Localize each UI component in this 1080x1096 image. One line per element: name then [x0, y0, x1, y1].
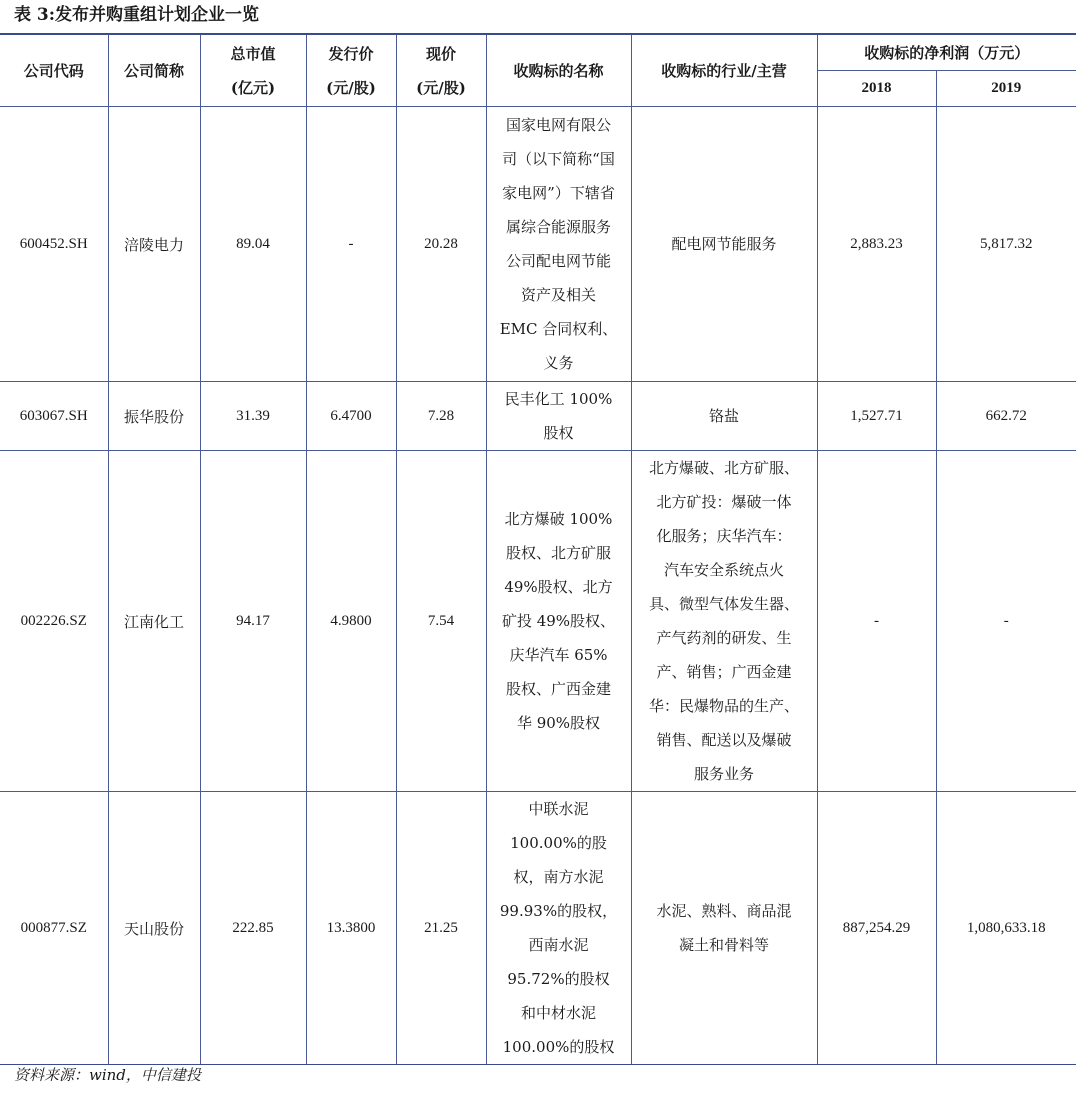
- target-industry-cell-line: 销售、配送以及爆破: [656, 731, 792, 749]
- source-note: 资料来源：wind，中信建投: [14, 1066, 201, 1084]
- target-name-cell-line: 华 90%股权: [516, 714, 601, 732]
- market-cap-cell: 222.85: [200, 792, 306, 1065]
- target-industry-cell-line: 北方爆破、北方矿服、: [648, 459, 799, 477]
- header-issue-price: 发行价 (元/股): [306, 34, 396, 107]
- target-industry-cell-line: 具、微型气体发生器、: [648, 595, 799, 613]
- target-industry-cell-line: 产气药剂的研发、生: [656, 629, 792, 647]
- target-name-cell: [486, 451, 631, 792]
- target-name-cell-line: 矿投 49%股权、: [501, 612, 616, 630]
- company-code-cell: 002226.SZ: [0, 451, 108, 792]
- header-current-price: 现价 (元/股): [396, 34, 486, 107]
- target-name-cell-line: 家电网”）下辖省: [502, 184, 615, 202]
- merger-plan-table: [0, 33, 1076, 1065]
- target-name-cell-line: 国家电网有限公: [505, 116, 611, 134]
- net-profit-2019-cell: 5,817.32: [936, 107, 1076, 382]
- target-name-cell-line: 资产及相关: [520, 286, 596, 304]
- issue-price-cell: 4.9800: [306, 451, 396, 792]
- header-market-cap: 总市值 (亿元): [200, 34, 306, 107]
- target-name-cell-line: 庆华汽车 65%: [509, 646, 608, 664]
- target-name-cell-line: 100.00%的股权: [502, 1038, 615, 1056]
- target-name-cell-line: EMC 合同权利、: [499, 320, 618, 338]
- target-name-cell-line: 和中材水泥: [520, 1004, 596, 1022]
- table-title: 表 3:发布并购重组计划企业一览: [14, 5, 260, 25]
- company-name-cell: 振华股份: [108, 382, 200, 451]
- net-profit-2019-cell: 1,080,633.18: [936, 792, 1076, 1065]
- company-name-cell: 涪陵电力: [108, 107, 200, 382]
- target-name-cell-line: 股权、广西金建: [505, 680, 611, 698]
- target-name-cell-line: 95.72%的股权: [507, 970, 610, 988]
- target-industry-cell-line: 服务业务: [693, 765, 754, 783]
- target-name-cell-line: 权，南方水泥: [513, 868, 604, 886]
- target-industry-cell-line: 铬盐: [708, 407, 739, 425]
- target-industry-cell: [631, 382, 817, 451]
- company-code-cell: 000877.SZ: [0, 792, 108, 1065]
- target-industry-cell: [631, 792, 817, 1065]
- target-industry-cell-line: 凝土和骨料等: [678, 936, 769, 954]
- table-row: [0, 107, 1076, 382]
- header-year-2019: 2019: [936, 71, 1076, 107]
- target-name-cell-line: 义务: [543, 354, 574, 372]
- target-name-cell-line: 股权: [543, 424, 574, 442]
- target-industry-cell-line: 产、销售；广西金建: [656, 663, 792, 681]
- company-name-cell: 江南化工: [108, 451, 200, 792]
- table-body: [0, 107, 1076, 1065]
- table-row: [0, 792, 1076, 1065]
- target-name-cell: [486, 107, 631, 382]
- target-name-cell-line: 民丰化工 100%: [504, 390, 613, 408]
- header-target-industry: 收购标的行业/主营: [631, 34, 817, 107]
- table-row: [0, 382, 1076, 451]
- target-name-cell-line: 股权、北方矿服: [505, 544, 611, 562]
- target-industry-cell-line: 北方矿投：爆破一体: [656, 493, 792, 511]
- current-price-cell: 7.54: [396, 451, 486, 792]
- target-name-cell: [486, 792, 631, 1065]
- header-year-2018: 2018: [817, 71, 936, 107]
- current-price-cell: 21.25: [396, 792, 486, 1065]
- target-name-cell-line: 100.00%的股: [510, 834, 607, 852]
- target-name-cell-line: 公司配电网节能: [505, 252, 611, 270]
- company-code-cell: 600452.SH: [0, 107, 108, 382]
- target-name-cell-line: 司（以下简称“国: [502, 150, 615, 168]
- target-industry-cell: [631, 451, 817, 792]
- target-name-cell-line: 99.93%的股权，: [499, 902, 618, 920]
- net-profit-2018-cell: 1,527.71: [817, 382, 936, 451]
- current-price-cell: 7.28: [396, 382, 486, 451]
- target-name-cell-line: 中联水泥: [528, 800, 589, 818]
- net-profit-2018-cell: 887,254.29: [817, 792, 936, 1065]
- net-profit-2018-cell: -: [817, 451, 936, 792]
- header-company-name: 公司简称: [108, 34, 200, 107]
- issue-price-cell: 13.3800: [306, 792, 396, 1065]
- net-profit-2018-cell: 2,883.23: [817, 107, 936, 382]
- target-industry-cell-line: 华：民爆物品的生产、: [648, 697, 799, 715]
- target-name-cell: [486, 382, 631, 451]
- target-industry-cell-line: 配电网节能服务: [671, 235, 777, 253]
- table-row: [0, 451, 1076, 792]
- company-name-cell: 天山股份: [108, 792, 200, 1065]
- target-name-cell-line: 49%股权、北方: [504, 578, 613, 596]
- market-cap-cell: 31.39: [200, 382, 306, 451]
- target-industry-cell-line: 汽车安全系统点火: [663, 561, 784, 579]
- net-profit-2019-cell: 662.72: [936, 382, 1076, 451]
- company-code-cell: 603067.SH: [0, 382, 108, 451]
- target-industry-cell-line: 水泥、熟料、商品混: [656, 902, 792, 920]
- target-industry-cell-line: 化服务；庆华汽车：: [656, 527, 792, 545]
- header-company-code: 公司代码: [0, 34, 108, 107]
- issue-price-cell: -: [306, 107, 396, 382]
- target-industry-cell: [631, 107, 817, 382]
- issue-price-cell: 6.4700: [306, 382, 396, 451]
- market-cap-cell: 89.04: [200, 107, 306, 382]
- net-profit-2019-cell: -: [936, 451, 1076, 792]
- current-price-cell: 20.28: [396, 107, 486, 382]
- market-cap-cell: 94.17: [200, 451, 306, 792]
- header-target-name: 收购标的名称: [486, 34, 631, 107]
- target-name-cell-line: 属综合能源服务: [505, 218, 611, 236]
- target-name-cell-line: 西南水泥: [528, 936, 589, 954]
- header-net-profit: 收购标的净利润（万元）: [817, 34, 1076, 71]
- target-name-cell-line: 北方爆破 100%: [504, 510, 613, 528]
